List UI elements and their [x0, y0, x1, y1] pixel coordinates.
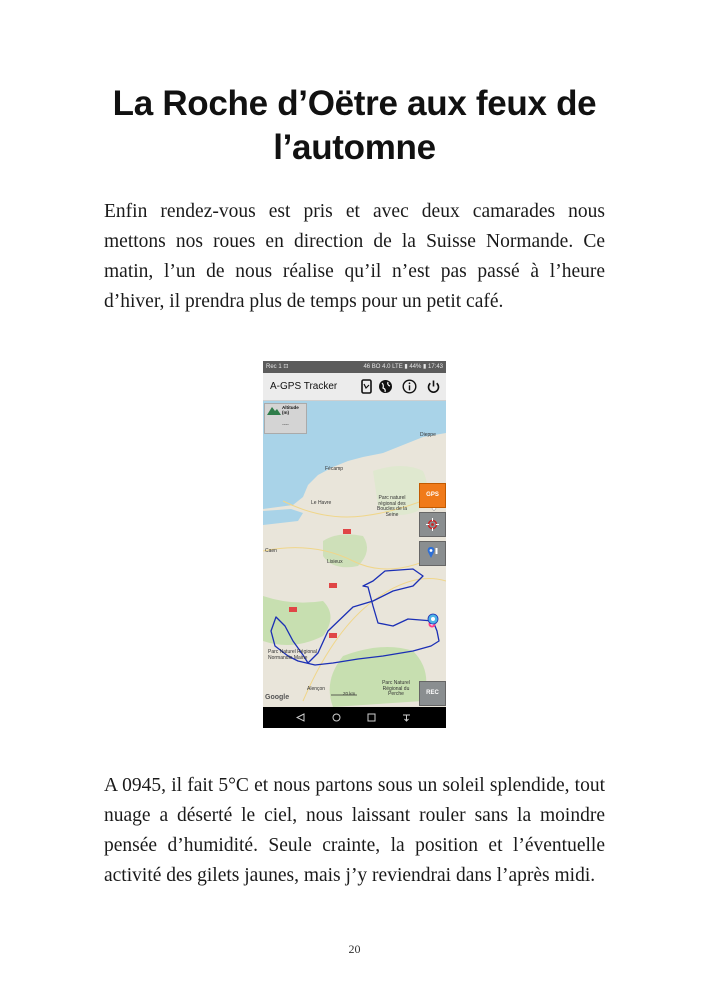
- recents-icon[interactable]: [367, 713, 376, 722]
- map-scale-label: 20 km: [343, 691, 356, 696]
- map-label-fecamp: Fécamp: [325, 466, 344, 472]
- gps-tracker-screenshot: [263, 361, 446, 728]
- map-label-pnr-normandie: Parc Naturel Régional Normandie Maine: [268, 649, 317, 661]
- info-icon[interactable]: [402, 379, 417, 394]
- location-pin-icon: [426, 546, 439, 560]
- altitude-label: Altitude (m): [282, 405, 299, 415]
- road-sign-a13: [329, 583, 337, 588]
- phone-map-icon[interactable]: [359, 379, 374, 394]
- globe-icon[interactable]: [378, 379, 393, 394]
- position-marker-icon[interactable]: [428, 614, 438, 624]
- crosshair-icon: [426, 518, 439, 531]
- home-icon[interactable]: [332, 713, 341, 722]
- google-logo: Google: [265, 694, 290, 701]
- android-nav-bar: [263, 707, 446, 728]
- map-label-le-havre: Le Havre: [311, 500, 332, 506]
- power-icon[interactable]: [426, 379, 441, 394]
- paragraph-start: A 0945, il fait 5°C et nous partons sous un soleil splendide, tout nuage a déserté le ciel, nous laissant rouler sans la moindre pensée d’humidité. Seule crainte, la position et l’éventuelle activité des gilets jaunes, mais j’y reviendrai dans l’après midi.: [104, 775, 605, 886]
- gps-button[interactable]: [419, 483, 446, 508]
- center-location-button[interactable]: [419, 512, 446, 537]
- app-title: A-GPS Tracker: [270, 381, 338, 392]
- status-bar: [263, 361, 446, 373]
- map-label-lisieux: Lisieux: [327, 559, 343, 565]
- gps-button-label: GPS: [426, 492, 439, 498]
- road-sign-a28: [289, 607, 297, 612]
- dropdown-icon[interactable]: [402, 713, 411, 722]
- road-sign-a88: [329, 633, 337, 638]
- rec-button-label: REC: [426, 690, 439, 696]
- map-label-dieppe: Dieppe: [420, 432, 436, 438]
- page-number: 20: [348, 942, 361, 956]
- waypoint-button[interactable]: [419, 541, 446, 566]
- rec-button[interactable]: [419, 681, 446, 706]
- map-label-caen: Caen: [265, 548, 277, 554]
- paragraph-intro: Enfin rendez-vous est pris et avec deux camarades nous mettons nos roues en direction de la Suisse Normande. Ce matin, l’un de nous réalise qu’il n’est pas passé à l’heure d’hiver, il prendra plus de temps pour un petit café.: [104, 201, 605, 312]
- app-toolbar: [263, 373, 446, 401]
- status-left: Rec 1 ⊡: [266, 364, 289, 370]
- road-sign-a29: [343, 529, 351, 534]
- mountain-icon: [267, 406, 281, 415]
- back-icon[interactable]: [296, 713, 305, 722]
- status-right: 46 BO 4.0 LTE ▮ 44% ▮ 17:43: [363, 364, 443, 370]
- altitude-value: ----: [282, 422, 289, 428]
- map-label-pnr-boucles: Parc naturel régional des Boucles de la Seine: [376, 495, 408, 518]
- chapter-title: La Roche d’Oëtre aux feux de l’automne: [112, 84, 597, 167]
- map-label-alencon: Alençon: [307, 686, 326, 692]
- map-label-pnr-perche: Parc Naturel Régional du Perche: [382, 680, 410, 697]
- altitude-panel[interactable]: [264, 403, 307, 434]
